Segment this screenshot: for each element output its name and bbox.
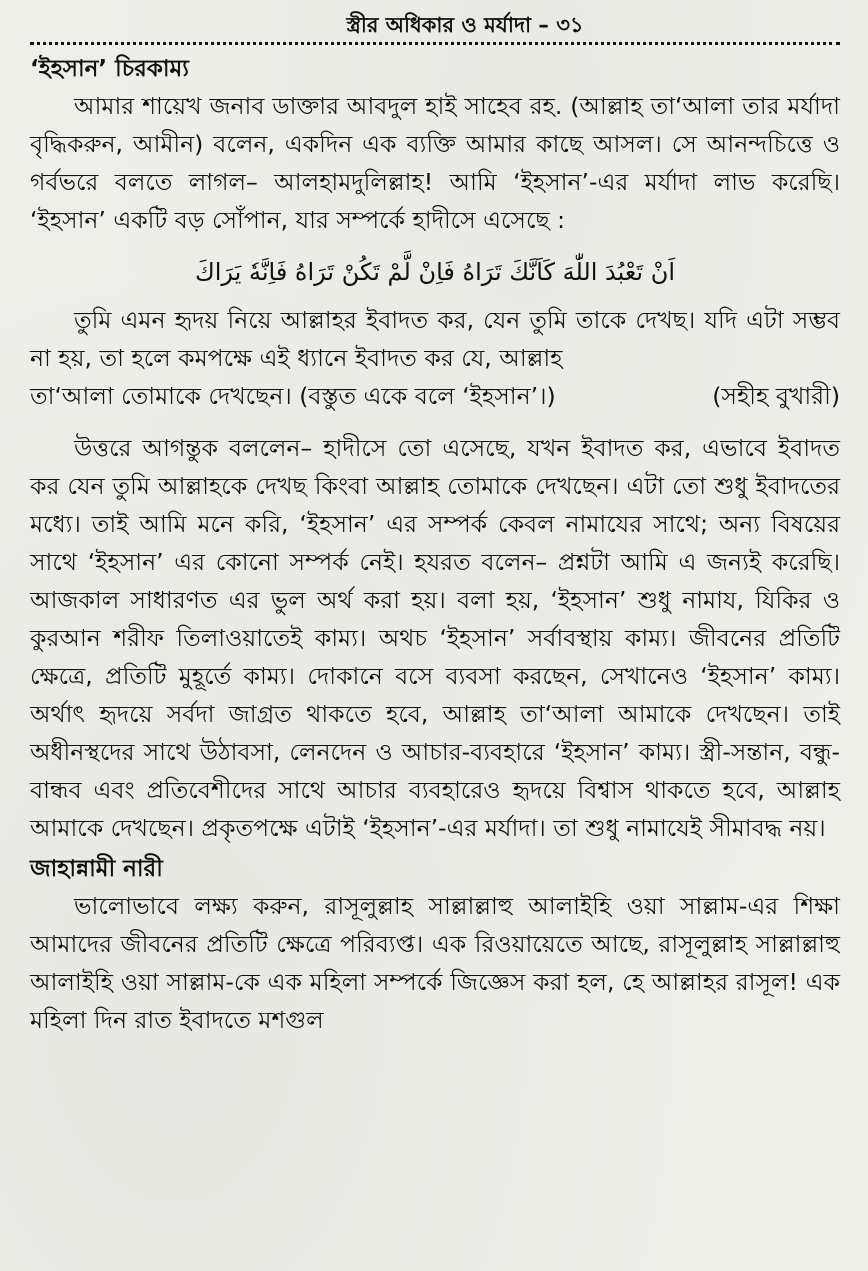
- arabic-hadith-text: اَنْ تَعْبُدَ اللّٰهَ كَاَنَّكَ تَرَاهُ فَاِنْ لَّمْ تَكُنْ تَرَاهُ فَاِنَّهٗ يَرَاكَ: [194, 258, 676, 286]
- dotted-rule: [30, 42, 840, 45]
- section-heading-jahannami: জাহান্নামী নারী: [30, 856, 163, 882]
- reference-line: [30, 377, 840, 415]
- paragraph-tail: তা‘আলা তোমাকে দেখছেন। (বস্তুত একে বলে ‘ইহসান’।): [30, 382, 556, 410]
- spacer: [30, 415, 840, 429]
- paragraph: উত্তরে আগন্তুক বললেন– হাদীসে তো এসেছে, যখন ইবাদত কর, এভাবে ইবাদত কর যেন তুমি আল্লাহকে দেখছ কিংবা আল্লাহ তোমাকে দেখছেন। এটা তো শুধু ইবাদতের মধ্যে। তাই আমি মনে করি, ‘ইহসান’ এর সম্পর্ক কেবল নামাযের সাথে; অন্য বিষয়ের সাথে ‘ইহসান’ এর কোনো সম্পর্ক নেই। হযরত বলেন– প্রশ্নটা আমি এ জন্যই করেছি। আজকাল সাধারণত এর ভুল অর্থ করা হয়। বলা হয়, ‘ইহসান’ শুধু নামায, যিকির ও কুরআন শরীফ তিলাওয়াতেই কাম্য। অথচ ‘ইহসান’ সর্বাবস্থায় কাম্য। জীবনের প্রতিটি ক্ষেত্রে, প্রতিটি মুহূর্তে কাম্য। দোকানে বসে ব্যবসা করছেন, সেখানেও ‘ইহসান’ কাম্য। অর্থাৎ হৃদয়ে সর্বদা জাগ্রত থাকতে হবে, আল্লাহ তা‘আলা আমাকে দেখছেন। তাই অধীনস্থদের সাথে উঠাবসা, লেনদেন ও আচার-ব্যবহারে ‘ইহসান’ কাম্য। স্ত্রী-সন্তান, বন্ধু-বান্ধব এবং প্রতিবেশীদের সাথে আচার ব্যবহারেও হৃদয়ে বিশ্বাস থাকতে হবে, আল্লাহ আমাকে দেখছেন। প্রকৃতপক্ষে এটাই ‘ইহসান’-এর মর্যাদা। তা শুধু নামাযেই সীমাবদ্ধ নয়।: [30, 434, 840, 842]
- paragraph: ভালোভাবে লক্ষ্য করুন, রাসূলুল্লাহ সাল্লাল্লাহু আলাইহি ওয়া সাল্লাম-এর শিক্ষা আমাদের জীবনের প্রতিটি ক্ষেত্রে পরিব্যপ্ত। এক রিওয়ায়েতে আছে, রাসূলুল্লাহ সাল্লাল্লাহু আলাইহি ওয়া সাল্লাম-কে এক মহিলা সম্পর্কে জিজ্ঞেস করা হল, হে আল্লাহর রাসূল! এক মহিলা দিন রাত ইবাদতে মশগুল: [30, 892, 840, 1034]
- section-heading-ihsan: ‘ইহসান’ চিরকাম্য: [30, 56, 189, 82]
- hadith-reference: (সহীহ বুখারী): [712, 382, 840, 410]
- paragraph: আমার শায়েখ জনাব ডাক্তার আবদুল হাই সাহেব রহ. (আল্লাহ তা‘আলা তার মর্যাদা বৃদ্ধিকরুন, আমীন) বলেন, একদিন এক ব্যক্তি আমার কাছে আসল। সে আনন্দচিত্তে ও গর্বভরে বলতে লাগল– আলহামদুলিল্লাহ! আমি ‘ইহসান’-এর মর্যাদা লাভ করেছি। ‘ইহসান’ একটি বড় সোঁপান, যার সম্পর্কে হাদীসে এসেছে :: [30, 92, 840, 234]
- running-title: স্ত্রীর অধিকার ও মর্যাদা – ৩১: [346, 13, 584, 37]
- paragraph: তুমি এমন হৃদয় নিয়ে আল্লাহর ইবাদত কর, যেন তুমি তাকে দেখছ। যদি এটা সম্ভব না হয়, তা হলে কমপক্ষে এই ধ্যানে ইবাদত কর যে, আল্লাহ: [30, 306, 840, 372]
